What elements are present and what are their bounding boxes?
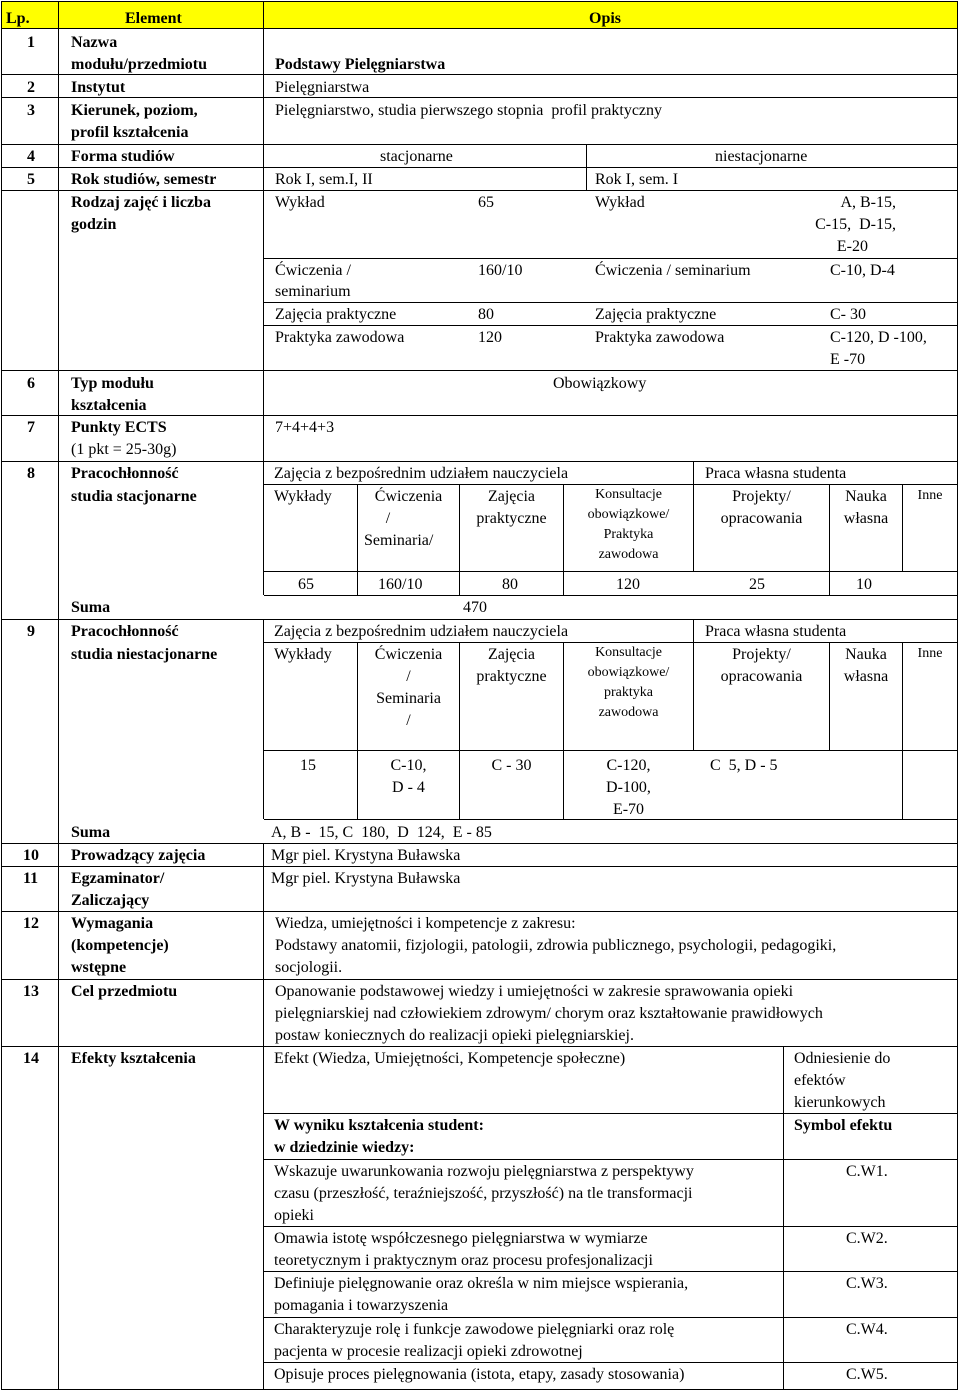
col-projekty: opracowania [720, 668, 803, 685]
effect-text: teoretycznym i praktycznym oraz procesu profesjonalizacji [274, 1252, 653, 1269]
row-value: Pielęgniarstwo, studia pierwszego stopnia profil praktyczny [275, 102, 663, 119]
effect-text: Charakteryzuje rolę i funkcje zawodowe pielęgniarki oraz rolę [274, 1321, 675, 1338]
col-cwiczenia: / [385, 510, 391, 527]
row-label: profil kształcenia [71, 124, 189, 141]
row-label: Cel przedmiotu [71, 983, 178, 1000]
effect-symbol: C.W2. [846, 1230, 888, 1247]
col-konsultacje: Praktyka [603, 527, 654, 542]
row-value: Wiedza, umiejętności i kompetencje z zakresu: [275, 915, 576, 932]
row-number: 6 [27, 375, 35, 392]
effect-text: Definiuje pielęgnowanie oraz określa w nim miejsce wspierania, [274, 1275, 689, 1292]
reference-header: kierunkowych [794, 1094, 886, 1111]
value-konsultacje: 120 [616, 576, 640, 593]
effect-text: czasu (przeszłość, teraźniejszość, przyszłość) na tle transformacji [274, 1185, 693, 1202]
col-nauka: własna [843, 668, 889, 685]
effect-text: Opisuje proces pielęgnowania (istota, etapy, zasady stosowania) [274, 1366, 685, 1383]
hours-type: Ćwiczenia / seminarium [595, 262, 751, 279]
module-name: Podstawy Pielęgniarstwa [275, 56, 446, 73]
row-label: Prowadzący zajęcia [71, 847, 206, 864]
col-cwiczenia: / [406, 712, 411, 729]
value-wyklady: 65 [298, 576, 314, 593]
sum-label: Suma [71, 824, 111, 841]
module-type: Obowiązkowy [553, 375, 647, 392]
row-number: 2 [27, 79, 35, 96]
row-label: studia stacjonarne [71, 488, 197, 505]
value-projekty: 25 [749, 576, 765, 593]
col-projekty: Projekty/ [732, 488, 791, 505]
hours-type: Zajęcia praktyczne [275, 306, 397, 323]
value-cwiczenia: D - 4 [392, 779, 425, 796]
row-number: 3 [27, 102, 35, 119]
hours-value: 160/10 [478, 262, 523, 279]
col-projekty: opracowania [720, 510, 803, 527]
value-projekty: C 5, D - 5 [710, 757, 778, 774]
row-label: Instytut [71, 79, 126, 96]
own-work-label: Praca własna studenta [705, 465, 847, 482]
student-heading: W wyniku kształcenia student: [274, 1117, 484, 1134]
row-label: wstępne [71, 959, 127, 976]
col-wyklady: Wykłady [274, 646, 332, 663]
row-label: (1 pkt = 25-30g) [71, 441, 177, 458]
row-number: 4 [27, 148, 35, 165]
col-nauka: Nauka [845, 646, 887, 663]
hours-value: C- 30 [830, 306, 866, 323]
effect-text: opieki [274, 1207, 314, 1224]
effect-text: Omawia istotę współczesnego pielęgniarstwa w wymiarze [274, 1230, 648, 1247]
col-cwiczenia: / [406, 668, 411, 685]
col-inne: Inne [917, 488, 943, 503]
header-lp: Lp. [6, 10, 30, 27]
col-konsultacje: zawodowa [598, 705, 659, 720]
direct-hours-label: Zajęcia z bezpośrednim udziałem nauczyciela [274, 623, 569, 640]
row-value: Opanowanie podstawowej wiedzy i umiejętności w zakresie sprawowania opieki [275, 983, 794, 1000]
effect-text: pacjenta w procesie realizacji opieki zdrowotnej [274, 1343, 583, 1360]
row-label: kształcenia [71, 397, 147, 414]
effect-symbol: C.W1. [846, 1163, 888, 1180]
reference-header: efektów [794, 1072, 846, 1089]
col-cwiczenia: Ćwiczenia [374, 646, 443, 663]
row-label: Forma studiów [71, 148, 175, 165]
ects-value: 7+4+4+3 [275, 419, 335, 436]
direct-hours-label: Zajęcia z bezpośrednim udziałem nauczyciela [274, 465, 569, 482]
col-wyklady: Wykłady [274, 488, 332, 505]
form-stacjonarne: stacjonarne [380, 148, 453, 165]
header-opis: Opis [589, 10, 622, 27]
col-konsultacje: Konsultacje [595, 645, 662, 660]
hours-value: E-20 [836, 238, 868, 255]
row-label: Pracochłonność [71, 623, 179, 640]
row-value: Mgr piel. Krystyna Buławska [271, 847, 461, 864]
col-konsultacje: zawodowa [598, 547, 659, 562]
hours-value: 65 [478, 194, 494, 211]
row-number: 12 [23, 915, 39, 932]
col-zajecia: praktyczne [476, 510, 547, 527]
effect-symbol: C.W4. [846, 1321, 888, 1338]
col-cwiczenia: Seminaria/ [364, 532, 434, 549]
row-number: 9 [27, 623, 35, 640]
hours-value: 80 [478, 306, 494, 323]
hours-type: Wykład [595, 194, 645, 211]
row-label: Punkty ECTS [71, 419, 167, 436]
sum-value: A, B - 15, C 180, D 124, E - 85 [271, 824, 492, 841]
col-konsultacje: obowiązkowe/ [587, 507, 670, 522]
col-inne: Inne [917, 646, 943, 661]
col-zajecia: Zajęcia [487, 488, 536, 505]
col-nauka: Nauka [845, 488, 887, 505]
year-stacjonarne: Rok I, sem.I, II [275, 171, 373, 188]
row-label: Zaliczający [71, 892, 150, 909]
row-number: 1 [27, 34, 35, 51]
hours-value: C-120, D -100, [830, 329, 927, 346]
sum-label: Suma [71, 599, 111, 616]
row-label: Typ modułu [71, 375, 154, 392]
row-number: 5 [27, 171, 35, 188]
row-value: Podstawy anatomii, fizjologii, patologii, zdrowia publicznego, psychologii, pedagogiki, [275, 937, 837, 954]
row-label: (kompetencje) [71, 937, 169, 954]
hours-type: Praktyka zawodowa [595, 329, 725, 346]
col-konsultacje: praktyka [604, 685, 653, 700]
col-cwiczenia: Ćwiczenia [374, 488, 443, 505]
row-label: Efekty kształcenia [71, 1050, 196, 1067]
hours-value: A, B-15, [840, 194, 896, 211]
hours-type: Ćwiczenia / [275, 262, 351, 279]
effect-text: pomagania i towarzyszenia [274, 1297, 449, 1314]
year-niestacjonarne: Rok I, sem. I [595, 171, 679, 188]
row-value: Mgr piel. Krystyna Buławska [271, 870, 461, 887]
row-value: postaw koniecznych do realizacji opieki pielęgniarskiej. [275, 1027, 634, 1044]
hours-value: C-15, D-15, [815, 216, 896, 233]
value-wyklady: 15 [300, 757, 316, 774]
col-projekty: Projekty/ [732, 646, 791, 663]
reference-header: Odniesienie do [794, 1050, 891, 1067]
effect-symbol: C.W5. [846, 1366, 888, 1383]
col-zajecia: praktyczne [476, 668, 547, 685]
row-number: 8 [27, 465, 35, 482]
value-cwiczenia: C-10, [390, 757, 427, 774]
own-work-label: Praca własna studenta [705, 623, 847, 640]
effect-text: Wskazuje uwarunkowania rozwoju pielęgniarstwa z perspektywy [274, 1163, 694, 1180]
value-nauka: 10 [856, 576, 872, 593]
col-nauka: własna [843, 510, 889, 527]
row-label: Nazwa [71, 34, 118, 51]
row-value: Pielęgniarstwa [275, 79, 370, 96]
row-number: 13 [23, 983, 39, 1000]
value-konsultacje: E-70 [612, 801, 645, 818]
row-number: 14 [23, 1050, 39, 1067]
value-konsultacje: C-120, [606, 757, 651, 774]
col-konsultacje: Konsultacje [595, 487, 662, 502]
row-label: Rok studiów, semestr [71, 171, 217, 188]
hours-type: Zajęcia praktyczne [595, 306, 717, 323]
row-label: modułu/przedmiotu [71, 56, 208, 73]
row-number: 10 [23, 847, 39, 864]
row-label: Kierunek, poziom, [71, 102, 198, 119]
hours-value: C-10, D-4 [830, 262, 895, 279]
effect-symbol: C.W3. [846, 1275, 888, 1292]
hours-type: Wykład [275, 194, 325, 211]
value-zajecia: C - 30 [491, 757, 532, 774]
value-zajecia: 80 [502, 576, 518, 593]
header-element: Element [125, 10, 182, 27]
row-label: Pracochłonność [71, 465, 179, 482]
row-label: Rodzaj zajęć i liczba [71, 194, 211, 211]
knowledge-heading: w dziedzinie wiedzy: [274, 1139, 415, 1156]
value-konsultacje: D-100, [606, 779, 651, 796]
row-label: godzin [71, 216, 117, 233]
row-label: Egzaminator/ [71, 870, 165, 887]
row-number: 11 [23, 870, 39, 887]
row-label: studia niestacjonarne [71, 646, 218, 663]
col-konsultacje: obowiązkowe/ [587, 665, 670, 680]
row-value: socjologii. [275, 959, 343, 976]
hours-type: Praktyka zawodowa [275, 329, 405, 346]
form-niestacjonarne: niestacjonarne [715, 148, 808, 165]
row-label: Wymagania [71, 915, 154, 932]
symbol-heading: Symbol efektu [794, 1117, 893, 1134]
col-zajecia: Zajęcia [487, 646, 536, 663]
value-cwiczenia: 160/10 [378, 576, 423, 593]
row-value: pielęgniarskiej nad człowiekiem zdrowym/ chorym oraz kształtowanie prawidłowych [275, 1005, 823, 1022]
hours-value: E -70 [830, 351, 866, 368]
hours-type: seminarium [275, 283, 351, 300]
sum-value: 470 [463, 599, 487, 616]
row-number: 7 [27, 419, 35, 436]
hours-value: 120 [478, 329, 502, 346]
effects-header: Efekt (Wiedza, Umiejętności, Kompetencje społeczne) [274, 1050, 626, 1067]
col-cwiczenia: Seminaria [376, 690, 441, 707]
